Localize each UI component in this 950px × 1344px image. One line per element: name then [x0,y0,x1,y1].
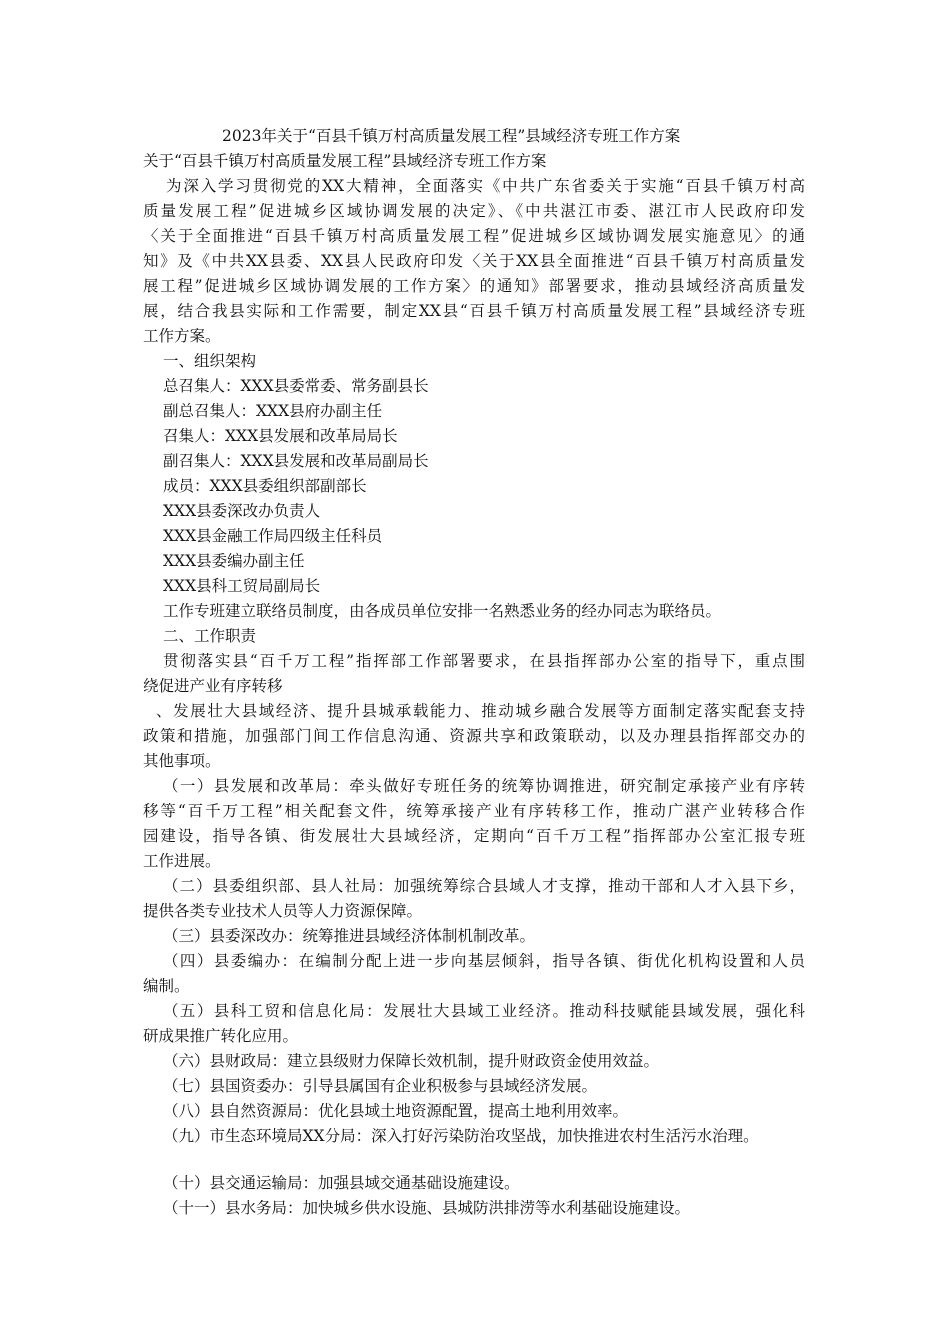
section-heading: 二、工作职责 [163,627,257,645]
org-member: 成员：XXX县委组织部副部长 [163,477,367,495]
duty-item: 研成果推广转化应用。 [143,1027,299,1045]
section-heading: 一、组织架构 [163,352,257,370]
duty-item: （七）县国资委办：引导县属国有企业积极参与县域经济发展。 [163,1077,598,1095]
intro-line: 为深入学习贯彻党的XX大精神，全面落实《中共广东省委关于实施“百县千镇万村高 [166,177,805,195]
duty-item: 园建设，指导各镇、街发展壮大县域经济，定期向“百千万工程”指挥部办公室汇报专班 [143,827,805,845]
org-member: 副总召集人：XXX县府办副主任 [163,402,383,420]
duty-item: （八）县自然资源局：优化县域土地资源配置，提高土地利用效率。 [163,1102,629,1120]
intro-line: 质量发展工程”促进城乡区域协调发展的决定》、《中共湛江市委、湛江市人民政府印发 [143,202,805,220]
org-member: XXX县科工贸局副局长 [163,577,321,595]
duty-item: 编制。 [143,977,190,995]
duty-item: 提供各类专业技术人员等人力资源保障。 [143,902,423,920]
duty-item: 工作进展。 [143,852,221,870]
duty-item: （二）县委组织部、县人社局：加强统筹综合县域人才支撑，推动干部和人才入县下乡， [163,877,805,895]
org-member: XXX县委编办副主任 [163,552,305,570]
document-subtitle: 关于“百县千镇万村高质量发展工程”县域经济专班工作方案 [143,152,547,170]
duty-item: （三）县委深改办：统筹推进县域经济体制机制改革。 [163,927,536,945]
duty-item: （九）市生态环境局XX分局：深入打好污染防治攻坚战，加快推进农村生活污水治理。 [163,1127,759,1145]
document-title: 2023年关于“百县千镇万村高质量发展工程”县域经济专班工作方案 [222,127,681,145]
duties-line: 政策和措施，加强部门间工作信息沟通、资源共享和政策联动，以及办理县指挥部交办的 [143,727,805,745]
org-member: 召集人：XXX县发展和改革局局长 [163,427,398,445]
org-member: XXX县金融工作局四级主任科员 [163,527,383,545]
intro-line: 〈关于全面推进“百县千镇万村高质量发展工程”促进城乡区域协调发展实施意见〉的通 [143,227,805,245]
duty-item: （四）县委编办：在编制分配上进一步向基层倾斜，指导各镇、街优化机构设置和人员 [163,952,805,970]
duty-item: （十）县交通运输局：加强县域交通基础设施建设。 [163,1174,520,1192]
duties-line: 贯彻落实县“百千万工程”指挥部工作部署要求，在县指挥部办公室的指导下，重点围 [163,652,805,670]
duty-item: （五）县科工贸和信息化局：发展壮大县域工业经济。推动科技赋能县域发展，强化科 [163,1002,805,1020]
duties-line: 、发展壮大县域经济、提升县城承载能力、推动城乡融合发展等方面制定落实配套支持 [156,702,805,720]
intro-line: 知》及《中共XX县委、XX县人民政府印发〈关于XX县全面推进“百县千镇万村高质量发 [143,252,805,270]
duties-line: 绕促进产业有序转移 [143,677,283,695]
duty-item: （一）县发展和改革局：牵头做好专班任务的统筹协调推进，研究制定承接产业有序转 [163,777,805,795]
org-member: 总召集人：XXX县委常委、常务副县长 [163,377,429,395]
duty-item: （六）县财政局：建立县级财力保障长效机制，提升财政资金使用效益。 [163,1052,660,1070]
org-member: XXX县委深改办负责人 [163,502,321,520]
duty-item: （十一）县水务局：加快城乡供水设施、县城防洪排涝等水利基础设施建设。 [163,1199,691,1217]
liaison-note: 工作专班建立联络员制度，由各成员单位安排一名熟悉业务的经办同志为联络员。 [163,602,722,620]
duty-item: 移等“百千万工程”相关配套文件，统筹承接产业有序转移工作，推动广湛产业转移合作 [143,802,805,820]
duties-line: 其他事项。 [143,752,221,770]
intro-line: 工作方案。 [143,327,221,345]
intro-line: 展，结合我县实际和工作需要，制定XX县“百县千镇万村高质量发展工程”县域经济专班 [143,302,805,320]
intro-line: 展工程”促进城乡区域协调发展的工作方案〉的通知》部署要求，推动县域经济高质量发 [143,277,805,295]
org-member: 副召集人：XXX县发展和改革局副局长 [163,452,429,470]
